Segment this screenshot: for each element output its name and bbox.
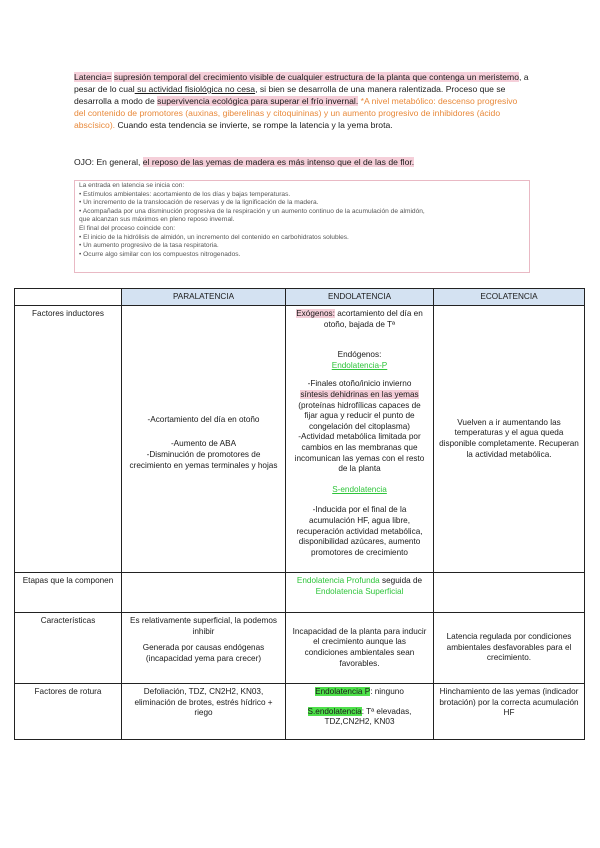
row-label-rotura: Factores de rotura — [15, 684, 122, 740]
para-inductor-3: -Disminución de promotores de crecimiento en yemas terminales y hojas — [129, 450, 278, 470]
para-caracteristicas-cell — [122, 613, 286, 684]
s-endolatencia-text: -Inducida por el final de la acumulación HF, agua libre, recuperación actividad metabólica, disponibilidad azúcares, aumento promotores de crecimiento — [296, 505, 423, 557]
header-paralatencia: PARALATENCIA — [122, 289, 286, 306]
endo-etapas-cell — [286, 573, 434, 613]
endolatencia-p-label: Endolatencia-P — [331, 360, 388, 370]
endo-rotura-p-text: : ninguno — [370, 687, 404, 696]
latencia-paragraph — [74, 71, 530, 131]
row-label-caracteristicas: Características — [15, 613, 122, 684]
endo-rotura-s-text: : Tª elevadas, TDZ,CN2H2, KN03 — [324, 706, 412, 727]
eco-etapas-cell — [434, 573, 585, 613]
para-rotura-cell: Defoliación, TDZ, CN2H2, KN03, eliminación de brotes, estrés hídrico + riego — [122, 684, 286, 740]
para-inductores-cell — [122, 306, 286, 573]
latencia-end: , si bien se desarrolla de una manera ralentizada. — [255, 84, 444, 94]
s-endolatencia-badge: S.endolatencia — [307, 706, 362, 716]
table-header-row — [15, 289, 585, 306]
endo-rotura-s — [291, 707, 428, 728]
box-line: • El inicio de la hidrólisis de almidón, un incremento del contenido en carbohidratos solubles. — [79, 233, 349, 241]
endo-exogenos — [291, 309, 428, 330]
para-inductor-1: -Acortamiento del día en otoño — [147, 414, 260, 424]
etapas-profunda: Endolatencia Profunda — [296, 576, 380, 585]
latency-comparison-table — [14, 288, 585, 740]
etapas-seguida: seguida de — [379, 576, 423, 585]
row-label-inductores: Factores inductores — [15, 306, 122, 573]
dehidrinas-highlight: síntesis dehidrinas en las yemas — [300, 389, 419, 399]
etapas-superficial: Endolatencia Superficial — [315, 586, 404, 596]
box-line: • Ocurre algo similar con los compuestos nitrogenados. — [79, 250, 241, 258]
box-line: • Estímulos ambientales: acortamiento de los días y bajas temperaturas. — [79, 190, 291, 198]
table-row-etapas — [15, 573, 585, 613]
endogenos-label: Endógenos: — [337, 350, 382, 360]
exogenos-text: acortamiento del día en otoño, bajada de Tª — [323, 309, 423, 329]
endo-caracteristicas-cell: Incapacidad de la planta para inducir el crecimiento aunque las condiciones ambientales sean favorables. — [286, 613, 434, 684]
box-line: que alcanzan sus máximos en pleno reposo invernal. — [79, 216, 235, 224]
header-endolatencia: ENDOLATENCIA — [286, 289, 434, 306]
box-line: • Acompañada por una disminución progresiva de la respiración y un aumento continuo de la acumulación de almidón, — [79, 207, 425, 215]
eco-inductores-cell: Vuelven a ir aumentando las temperaturas y el agua queda disponible completamente. Recuperan la actividad metabólica. — [434, 306, 585, 573]
para-etapas-cell — [122, 573, 286, 613]
dehidrinas-rest: (proteínas hidrofílicas capaces de fijar agua y reducir el punto de congelación del citoplasma) — [298, 400, 421, 431]
table-row-caracteristicas — [15, 613, 585, 684]
header-ecolatencia: ECOLATENCIA — [434, 289, 585, 306]
proceso-text: Proceso que se desarrolla a modo de — [74, 84, 506, 106]
latencia-activity: su actividad fisiológica no cesa — [134, 84, 256, 94]
endolatencia-p-badge: Endolatencia P — [315, 687, 371, 696]
row-label-etapas: Etapas que la componen — [15, 573, 122, 613]
para-caracteristica-2: Generada por causas endógenas (incapacidad yema para crecer) — [142, 643, 265, 663]
ojo-start: OJO: En general, — [74, 157, 143, 167]
endo-p-dehidrinas — [291, 390, 428, 432]
latencia-definition: supresión temporal del crecimiento visible de cualquier estructura de la planta que contenga un meristemo — [113, 72, 519, 82]
proceso-highlight: supervivencia ecológica para superar el frío invernal. — [157, 96, 359, 106]
header-empty — [15, 289, 122, 306]
para-caracteristica-1: Es relativamente superficial, la podemos inhibir — [130, 616, 277, 636]
box-line: El final del proceso coincide con: — [79, 224, 176, 232]
endo-p-actividad: -Actividad metabólica limitada por cambios en las membranas que incomunican las yemas con el resto de la planta — [294, 432, 425, 474]
eco-caracteristicas-cell: Latencia regulada por condiciones ambientales desfavorables para el crecimiento. — [434, 613, 585, 684]
latencia-label: Latencia= — [74, 72, 112, 82]
ojo-highlight: el reposo de las yemas de madera es más intenso que el de las de flor. — [142, 157, 415, 167]
latencia-mid: , a pesar de lo cual — [74, 72, 529, 94]
box-line: • Un incremento de la translocación de reservas y de la lignificación de la madera. — [79, 199, 319, 207]
box-line: • Un aumento progresivo de la tasa respiratoria. — [79, 242, 219, 250]
metabolico-text: *A nivel metabólico: descenso progresivo del contenido de promotores (auxinas, giberelinas y citoquininas) y un aumento progresivo de inhibidores (ácido abscísico). — [74, 96, 518, 130]
latency-summary-box — [74, 180, 530, 273]
metabolico-end: Cuando esta tendencia se invierte, se rompe la latencia y la yema brota. — [115, 120, 393, 130]
endo-rotura-p — [291, 687, 428, 698]
s-endolatencia-label: S-endolatencia — [332, 484, 387, 494]
table-row-inductores — [15, 306, 585, 573]
exogenos-label: Exógenos: — [296, 309, 335, 318]
ojo-paragraph — [74, 156, 530, 168]
endo-p-line1: -Finales otoño/inicio invierno — [307, 379, 412, 389]
para-inductor-2: -Aumento de ABA — [170, 439, 237, 449]
endo-inductores-cell — [286, 306, 434, 573]
box-line: La entrada en latencia se inicia con: — [79, 182, 185, 189]
table-row-rotura — [15, 684, 585, 740]
endo-rotura-cell — [286, 684, 434, 740]
eco-rotura-cell: Hinchamiento de las yemas (indicador brotación) por la correcta acumulación HF — [434, 684, 585, 740]
